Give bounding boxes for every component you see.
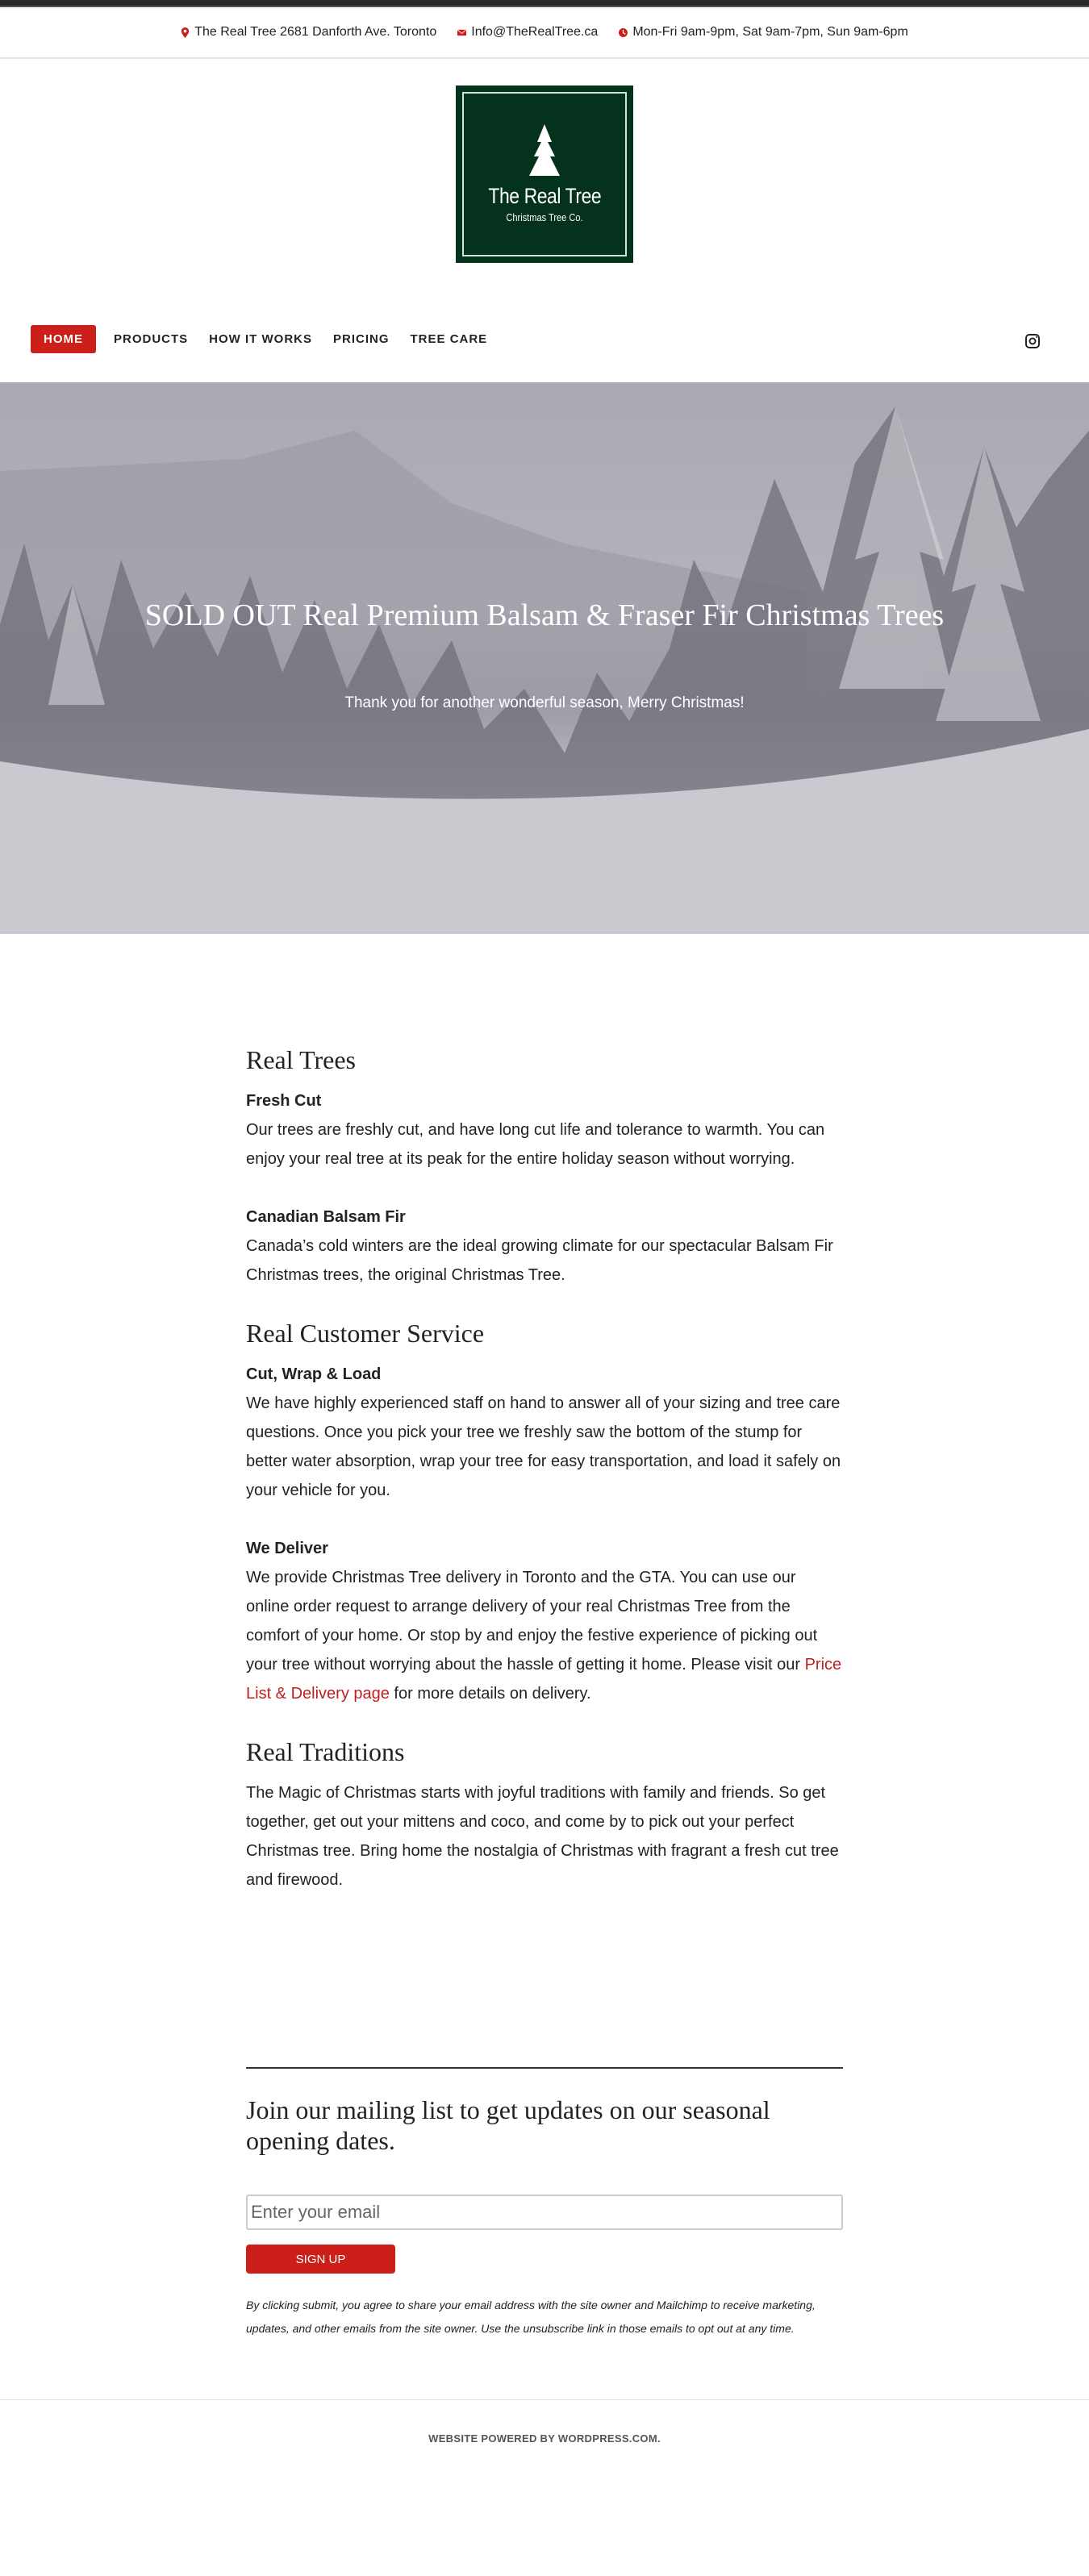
price-list-link[interactable]: Price List & Delivery page xyxy=(246,1656,842,1703)
section-real-trees xyxy=(246,1045,843,1290)
address-text: The Real Tree 2681 Danforth Ave. Toronto xyxy=(194,25,437,39)
mailing-heading: Join our mailing list to get updates on our seasonal opening dates. xyxy=(246,2095,770,2155)
nav-home[interactable]: HOME xyxy=(31,325,96,353)
logo-name: The Real Tree xyxy=(488,184,601,208)
content-block xyxy=(246,1203,843,1290)
block-text: The Magic of Christmas starts with joyful traditions with family and friends. So get together, get out your mittens and coco, and come by to pick out your perfect Christmas tree. Bring home the nostalgia of Christmas with fragrant a fresh cut tree and firewood. xyxy=(246,1784,839,1889)
block-text: We provide Christmas Tree delivery in Toronto and the GTA. You can use our online order request to arrange delivery of your real Christmas Tree from the comfort of your home. Or stop by and enjoy the festive experience of picking out your tree without worrying about the hassle of getting it home. Please visit our xyxy=(246,1569,818,1674)
block-title: Canadian Balsam Fir xyxy=(246,1208,406,1226)
main-nav xyxy=(0,293,1089,386)
section-heading: Real Traditions xyxy=(246,1737,405,1766)
section-heading: Real Trees xyxy=(246,1045,356,1074)
block-title: Fresh Cut xyxy=(246,1092,322,1110)
content-block xyxy=(246,1360,843,1505)
block-text: We have highly experienced staff on hand to answer all of your sizing and tree care questions. Once you pick your tree we freshly saw the bottom of the stump for better water absorption, wrap your tree for easy transportation, and load it safely on your vehicle for you. xyxy=(246,1394,841,1499)
mailing-list-form xyxy=(246,2067,843,2340)
block-text: Canada’s cold winters are the ideal growing climate for our spectacular Balsam Fir Christmas trees, the original Christmas Tree. xyxy=(246,1237,833,1284)
nav-pricing[interactable]: PRICING xyxy=(333,332,390,346)
snowy-forest-image xyxy=(0,382,1089,934)
disclaimer-text: By clicking submit, you agree to share your email address with the site owner and Mailchimp to receive marketing, updates, and other emails from the site owner. Use the unsubscribe link in those emails to opt out at any time. xyxy=(246,2299,816,2335)
site-footer xyxy=(0,2399,1089,2576)
nav-tree-care[interactable]: TREE CARE xyxy=(410,332,488,346)
block-title: Cut, Wrap & Load xyxy=(246,1365,382,1383)
hours-item xyxy=(619,25,908,40)
email-item[interactable] xyxy=(457,25,598,40)
email-link[interactable]: Info@TheRealTree.ca xyxy=(471,25,599,39)
info-bar xyxy=(0,7,1089,59)
content-block xyxy=(246,1086,843,1173)
wordpress-credit-link[interactable]: WEBSITE POWERED BY WORDPRESS.COM. xyxy=(428,2432,661,2445)
block-text: Our trees are freshly cut, and have long cut life and tolerance to warmth. You can enjoy your real tree at its peak for the entire holiday season without worrying. xyxy=(246,1121,825,1168)
location-pin-icon xyxy=(181,27,190,38)
nav-how-it-works[interactable]: HOW IT WORKS xyxy=(209,332,312,346)
section-heading: Real Customer Service xyxy=(246,1319,485,1348)
section-real-traditions xyxy=(246,1737,843,1894)
block-text: for more details on delivery. xyxy=(389,1685,591,1703)
logo-subtitle: Christmas Tree Co. xyxy=(506,211,583,223)
nav-products[interactable]: PRODUCTS xyxy=(114,332,189,346)
section-customer-service xyxy=(246,1319,843,1708)
top-bar xyxy=(0,0,1089,7)
tree-icon xyxy=(526,124,563,181)
hero-subtitle: Thank you for another wonderful season, Merry Christmas! xyxy=(344,694,745,711)
hero-title: SOLD OUT Real Premium Balsam & Fraser Fir Christmas Trees xyxy=(144,598,945,632)
site-logo[interactable] xyxy=(456,85,633,263)
main-content xyxy=(246,1045,843,1924)
address-item xyxy=(181,25,436,40)
sign-up-button[interactable]: SIGN UP xyxy=(246,2245,395,2274)
clock-icon xyxy=(619,27,628,38)
content-block xyxy=(246,1534,843,1708)
hours-text: Mon-Fri 9am-9pm, Sat 9am-7pm, Sun 9am-6pm xyxy=(632,25,908,39)
logo-area xyxy=(0,59,1089,293)
envelope-icon xyxy=(457,27,466,38)
email-input[interactable] xyxy=(246,2195,843,2230)
block-title: We Deliver xyxy=(246,1540,328,1557)
instagram-icon[interactable] xyxy=(1024,333,1041,349)
hero-banner xyxy=(0,382,1089,934)
